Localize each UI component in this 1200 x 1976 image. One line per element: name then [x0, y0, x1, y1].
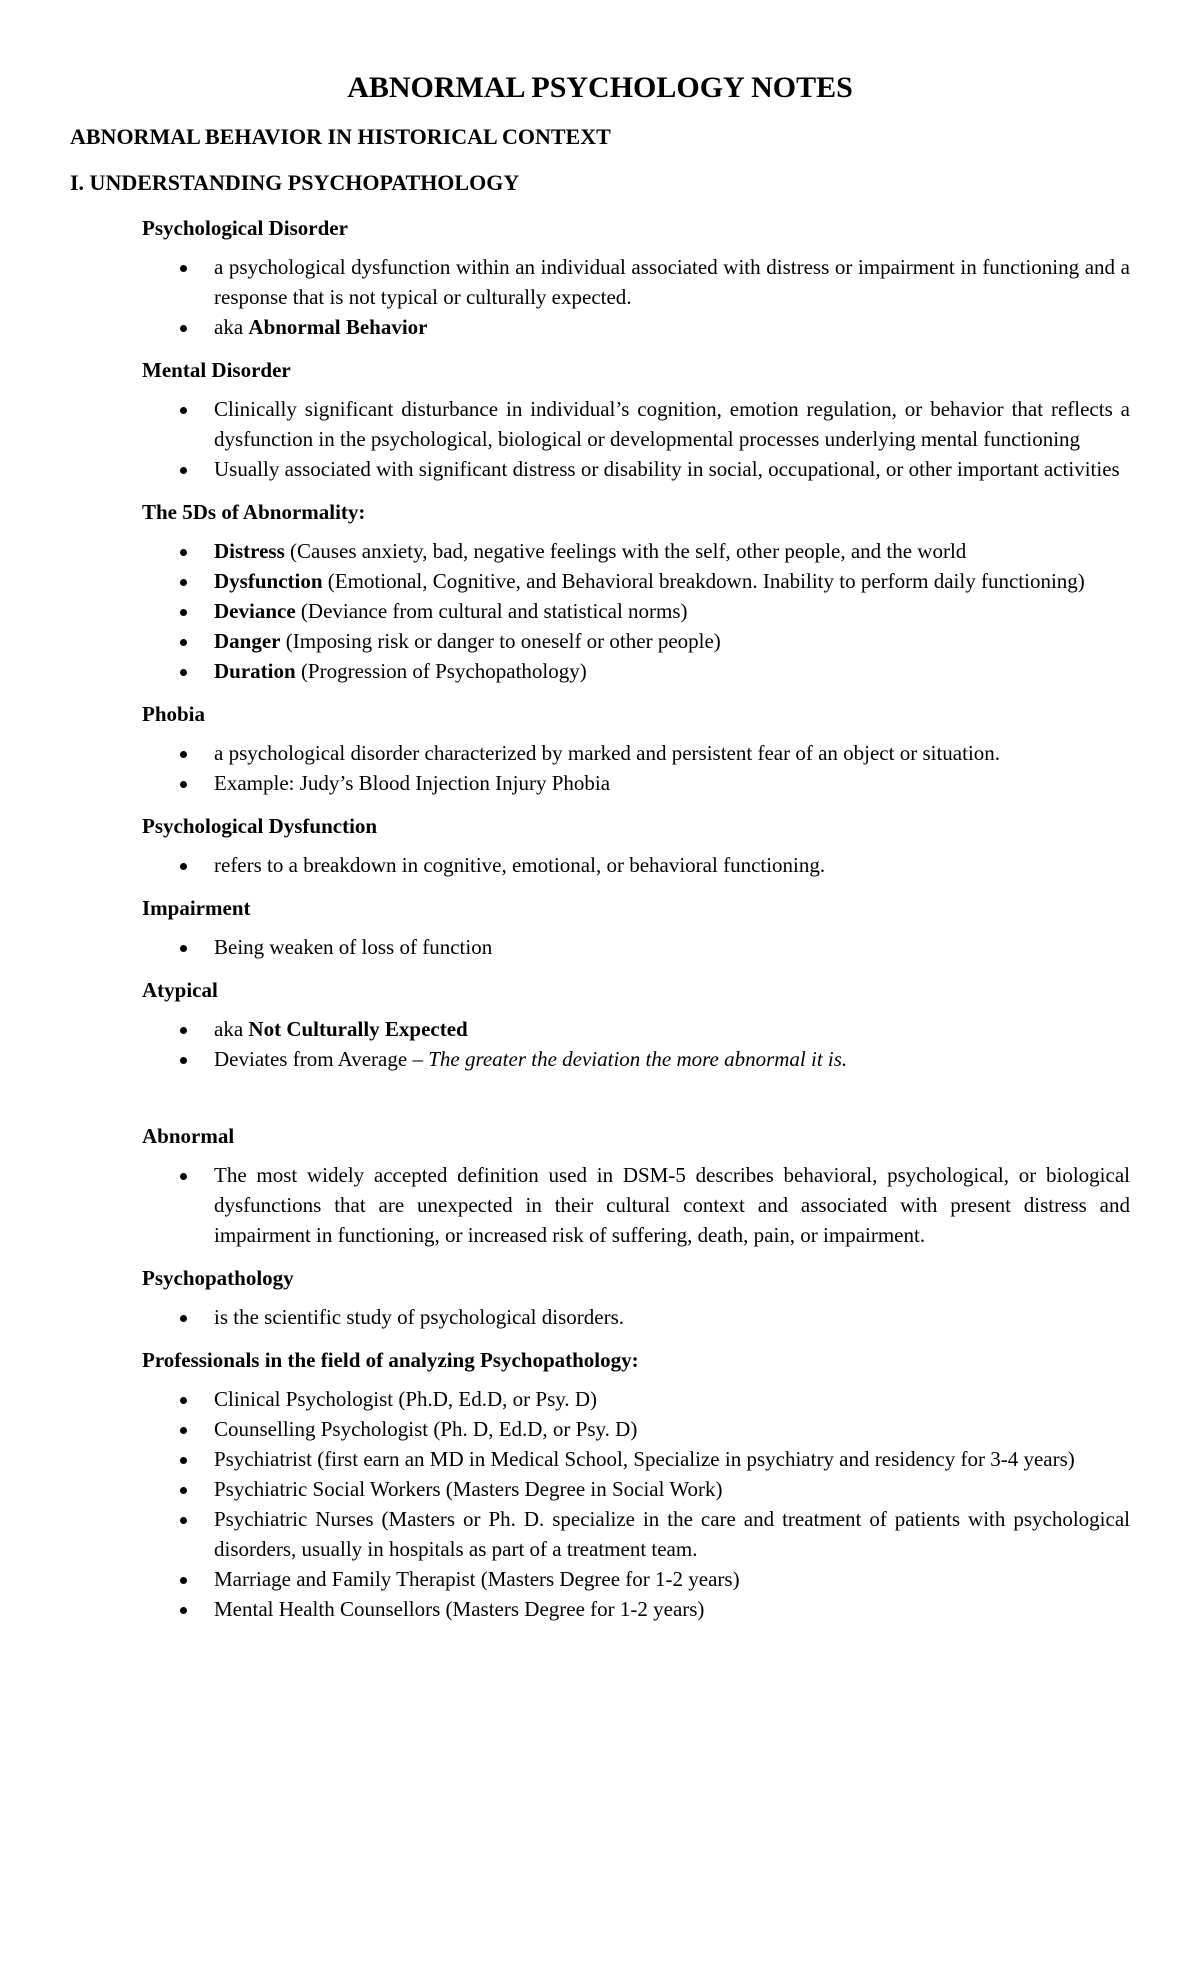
- section-heading: Mental Disorder: [142, 358, 291, 382]
- bullet-icon: [180, 863, 187, 870]
- bullet-list: [142, 850, 1130, 880]
- bullet-icon: [180, 467, 187, 474]
- item-term: Dysfunction: [214, 569, 323, 593]
- item-text: (Imposing risk or danger to oneself or other people): [280, 629, 721, 653]
- section-heading: Psychological Disorder: [142, 216, 348, 240]
- bullet-icon: [180, 945, 187, 952]
- item-term: Duration: [214, 659, 296, 683]
- document-title: ABNORMAL PSYCHOLOGY NOTES: [347, 71, 853, 104]
- bullet-icon: [180, 1487, 187, 1494]
- list-item: [142, 312, 1130, 342]
- bullet-icon: [180, 265, 187, 272]
- bullet-icon: [180, 669, 187, 676]
- bullet-icon: [180, 781, 187, 788]
- list-item: [142, 1014, 1130, 1044]
- bullet-icon: [180, 1607, 187, 1614]
- section-abnormal: [142, 1122, 1130, 1250]
- item-text: Example: Judy’s Blood Injection Injury Phobia: [214, 771, 611, 795]
- list-item: [142, 1564, 1130, 1594]
- section-heading: Psychological Dysfunction: [142, 814, 378, 838]
- list-item: [142, 1474, 1130, 1504]
- bullet-icon: [180, 751, 187, 758]
- section-heading: The 5Ds of Abnormality:: [142, 500, 366, 524]
- list-item: [142, 1414, 1130, 1444]
- bullet-icon: [180, 1027, 187, 1034]
- bullet-list: [142, 1384, 1130, 1624]
- bullet-list: [142, 1302, 1130, 1332]
- list-item: [142, 1444, 1130, 1474]
- section-psychopathology: [142, 1264, 1130, 1332]
- item-text: refers to a breakdown in cognitive, emotional, or behavioral functioning.: [214, 853, 826, 877]
- list-item: [142, 738, 1130, 768]
- section-psychological-disorder: [142, 214, 1130, 342]
- bullet-icon: [180, 1427, 187, 1434]
- section-heading: Phobia: [142, 702, 206, 726]
- section-heading: Abnormal: [142, 1124, 235, 1148]
- list-item: [142, 252, 1130, 312]
- item-term: Distress: [214, 539, 285, 563]
- list-item: [142, 768, 1130, 798]
- item-text: Clinical Psychologist (Ph.D, Ed.D, or Psy. D): [214, 1387, 598, 1411]
- item-text: Psychiatrist (first earn an MD in Medical School, Specialize in psychiatry and residency for 3-4 years): [214, 1447, 1075, 1471]
- item-text: Counselling Psychologist (Ph. D, Ed.D, or Psy. D): [214, 1417, 638, 1441]
- bullet-icon: [180, 407, 187, 414]
- sections-container: [70, 214, 1130, 1624]
- item-emphasis: The greater the deviation the more abnormal it is.: [428, 1047, 848, 1071]
- section-mental-disorder: [142, 356, 1130, 484]
- section-impairment: [142, 894, 1130, 962]
- item-term: Abnormal Behavior: [248, 315, 428, 339]
- bullet-icon: [180, 579, 187, 586]
- bullet-icon: [180, 1315, 187, 1322]
- list-item: [142, 1594, 1130, 1624]
- list-item: [142, 1504, 1130, 1564]
- item-text: Marriage and Family Therapist (Masters Degree for 1-2 years): [214, 1567, 740, 1591]
- document-subtitle: ABNORMAL BEHAVIOR IN HISTORICAL CONTEXT: [70, 124, 611, 149]
- section-atypical: [142, 976, 1130, 1074]
- section-heading: Impairment: [142, 896, 251, 920]
- list-item: [142, 850, 1130, 880]
- item-text: aka: [214, 315, 249, 339]
- bullet-list: [142, 1014, 1130, 1074]
- section-professionals-in-the-field-of-analyzing-psychopathology: [142, 1346, 1130, 1624]
- bullet-icon: [180, 609, 187, 616]
- list-item: [142, 1384, 1130, 1414]
- section-the-5ds-of-abnormality: [142, 498, 1130, 686]
- list-item: [142, 394, 1130, 454]
- section-heading: Psychopathology: [142, 1266, 294, 1290]
- bullet-list: [142, 252, 1130, 342]
- item-text: Psychiatric Nurses (Masters or Ph. D. specialize in the care and treatment of patients with psychological disorders, usually in hospitals as part of a treatment team.: [214, 1507, 1130, 1561]
- bullet-icon: [180, 325, 187, 332]
- bullet-icon: [180, 1173, 187, 1180]
- item-text: The most widely accepted definition used in DSM-5 describes behavioral, psychological, or biological dysfunctions that are unexpected in their cultural context and associated with present distress and impairment in functioning, or increased risk of suffering, death, pain, or impairment.: [214, 1163, 1130, 1247]
- item-text: (Deviance from cultural and statistical norms): [295, 599, 688, 623]
- list-item: [142, 1160, 1130, 1250]
- item-text: Usually associated with significant distress or disability in social, occupational, or other important activities: [214, 457, 1120, 481]
- list-item: [142, 626, 1130, 656]
- section-heading: Atypical: [142, 978, 218, 1002]
- item-term: Danger: [214, 629, 281, 653]
- list-item: [142, 566, 1130, 596]
- item-text: (Causes anxiety, bad, negative feelings with the self, other people, and the world: [284, 539, 967, 563]
- item-text: a psychological disorder characterized by marked and persistent fear of an object or situation.: [214, 741, 1001, 765]
- item-text: aka: [214, 1017, 249, 1041]
- chapter-heading: I. UNDERSTANDING PSYCHOPATHOLOGY: [70, 170, 520, 195]
- section-psychological-dysfunction: [142, 812, 1130, 880]
- section-gap: [70, 1088, 1130, 1122]
- list-item: [142, 1302, 1130, 1332]
- item-text: is the scientific study of psychological disorders.: [214, 1305, 625, 1329]
- item-text: (Emotional, Cognitive, and Behavioral breakdown. Inability to perform daily functioning): [322, 569, 1085, 593]
- bullet-list: [142, 738, 1130, 798]
- section-heading: Professionals in the field of analyzing Psychopathology:: [142, 1348, 639, 1372]
- bullet-icon: [180, 1397, 187, 1404]
- list-item: [142, 454, 1130, 484]
- list-item: [142, 596, 1130, 626]
- bullet-list: [142, 1160, 1130, 1250]
- item-term: Not Culturally Expected: [248, 1017, 468, 1041]
- bullet-icon: [180, 639, 187, 646]
- item-text: Clinically significant disturbance in individual’s cognition, emotion regulation, or behavior that reflects a dysfunction in the psychological, biological or developmental processes underlying mental functioning: [214, 397, 1130, 451]
- item-text: Being weaken of loss of function: [214, 935, 493, 959]
- bullet-icon: [180, 549, 187, 556]
- bullet-list: [142, 536, 1130, 686]
- item-text: (Progression of Psychopathology): [295, 659, 587, 683]
- list-item: [142, 656, 1130, 686]
- item-text: Deviates from Average –: [214, 1047, 429, 1071]
- section-phobia: [142, 700, 1130, 798]
- list-item: [142, 932, 1130, 962]
- list-item: [142, 1044, 1130, 1074]
- item-term: Deviance: [214, 599, 296, 623]
- item-text: a psychological dysfunction within an individual associated with distress or impairment in functioning and a response that is not typical or culturally expected.: [214, 255, 1130, 309]
- list-item: [142, 536, 1130, 566]
- bullet-list: [142, 932, 1130, 962]
- item-text: Psychiatric Social Workers (Masters Degree in Social Work): [214, 1477, 723, 1501]
- bullet-icon: [180, 1457, 187, 1464]
- item-text: Mental Health Counsellors (Masters Degree for 1-2 years): [214, 1597, 705, 1621]
- bullet-icon: [180, 1517, 187, 1524]
- bullet-icon: [180, 1577, 187, 1584]
- bullet-icon: [180, 1057, 187, 1064]
- bullet-list: [142, 394, 1130, 484]
